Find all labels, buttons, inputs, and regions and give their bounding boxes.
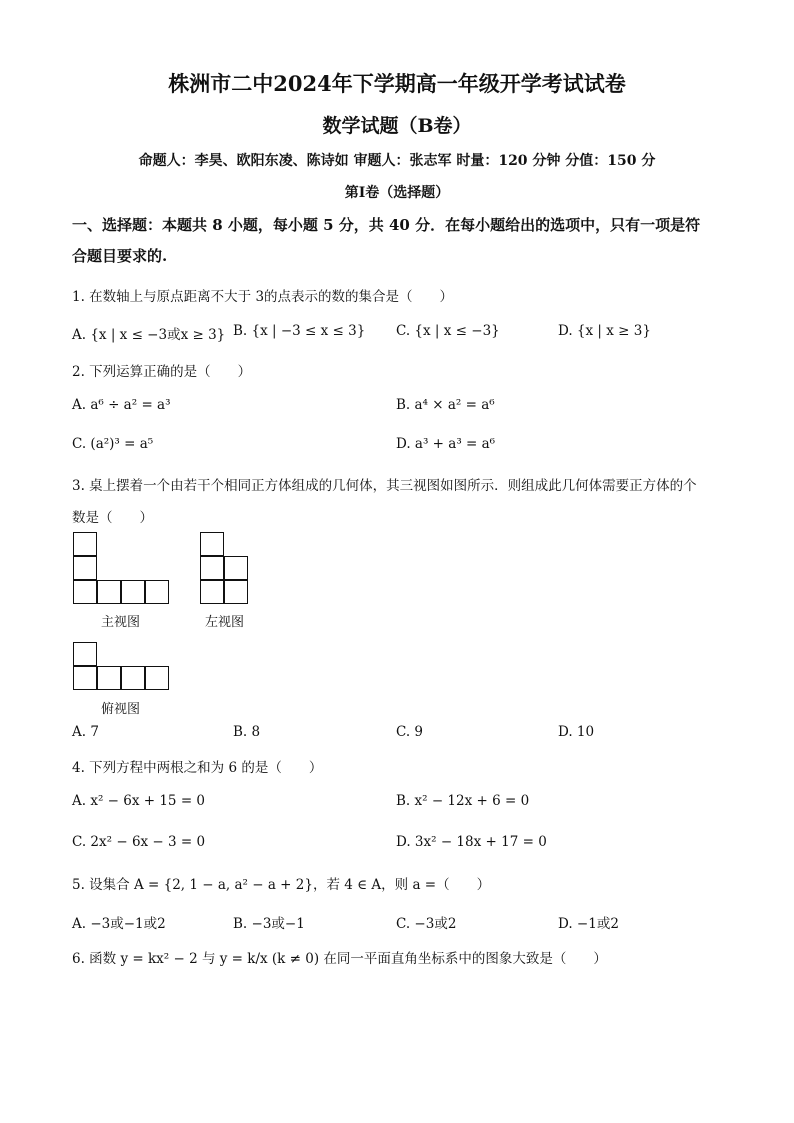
q4-option-a: A. x² − 6x + 15 = 0: [72, 793, 206, 809]
exam-meta: 命题人：李昊、欧阳东凌、陈诗如 审题人：张志军 时量：120 分钟 分值：150 分: [138, 153, 656, 169]
q3-option-b: B. 8: [233, 724, 261, 740]
section-instruction-line1: 一、选择题：本题共 8 小题，每小题 5 分，共 40 分．在每小题给出的选项中，只有一项是符: [72, 216, 701, 234]
q5-option-b: B. −3或−1: [233, 916, 305, 932]
left-view-figure: [200, 532, 252, 607]
q1-option-c: C. {x | x ≤ −3}: [396, 323, 500, 339]
q1-option-a: A. {x | x ≤ −3或x ≥ 3}: [72, 327, 226, 343]
q3-option-c: C. 9: [396, 724, 424, 740]
q1-option-d: D. {x | x ≥ 3}: [558, 323, 651, 339]
q5-option-a: A. −3或−1或2: [72, 916, 166, 932]
section-instruction-line2: 合题目要求的.: [72, 247, 168, 265]
top-view-label: 俯视图: [101, 702, 141, 717]
exam-subtitle: 数学试题（B卷）: [322, 115, 472, 137]
part-heading: 第Ⅰ卷（选择题）: [344, 185, 450, 201]
q1-stem: 1. 在数轴上与原点距离不大于 3的点表示的数的集合是（ ）: [72, 289, 454, 305]
q6-stem: 6. 函数 y = kx² − 2 与 y = k/x (k ≠ 0) 在同一平面直角坐标系中的图象大致是（ ）: [72, 951, 607, 967]
q1-option-b: B. {x | −3 ≤ x ≤ 3}: [233, 323, 366, 339]
q3-stem-line1: 3. 桌上摆着一个由若干个相同正方体组成的几何体，其三视图如图所示．则组成此几何体需要正方体的个: [72, 478, 697, 494]
q5-option-d: D. −1或2: [558, 916, 619, 932]
q2-option-d: D. a³ + a³ = a⁶: [396, 436, 496, 452]
q4-option-c: C. 2x² − 6x − 3 = 0: [72, 834, 206, 850]
q2-option-b: B. a⁴ × a² = a⁶: [396, 397, 495, 413]
q4-stem: 4. 下列方程中两根之和为 6 的是（ ）: [72, 760, 323, 776]
q3-option-a: A. 7: [72, 724, 99, 740]
q4-option-b: B. x² − 12x + 6 = 0: [396, 793, 530, 809]
q3-option-d: D. 10: [558, 724, 595, 740]
left-view-label: 左视图: [205, 615, 245, 630]
top-view-figure: [73, 642, 173, 694]
q4-option-d: D. 3x² − 18x + 17 = 0: [396, 834, 547, 850]
q3-stem-line2: 数是（ ）: [72, 510, 153, 526]
q2-option-c: C. (a²)³ = a⁵: [72, 436, 154, 452]
exam-title: 株洲市二中2024年下学期高一年级开学考试试卷: [168, 71, 626, 96]
q5-stem: 5. 设集合 A = {2, 1 − a, a² − a + 2}，若 4 ∈ A，则 a =（ ）: [72, 877, 491, 893]
front-view-figure: [73, 532, 173, 607]
q2-stem: 2. 下列运算正确的是（ ）: [72, 364, 252, 380]
q2-option-a: A. a⁶ ÷ a² = a³: [72, 397, 171, 413]
front-view-label: 主视图: [101, 615, 141, 630]
q5-option-c: C. −3或2: [396, 916, 457, 932]
